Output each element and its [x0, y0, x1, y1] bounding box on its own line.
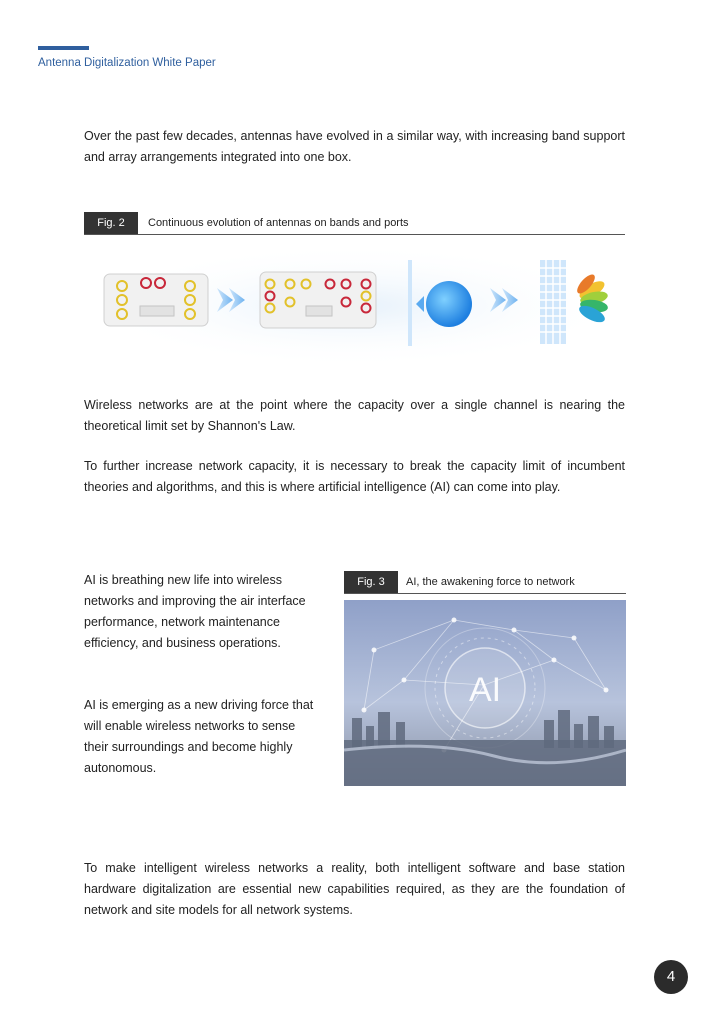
header-accent-bar: [38, 46, 89, 50]
antenna-evolution-graphic: [84, 244, 625, 376]
figure-2-caption-row: [84, 212, 625, 235]
closing-paragraph: To make intelligent wireless networks a reality, both intelligent software and base station hardware digitalization are essential new capabilities required, as they are the foundation of network and site models for all network systems.: [84, 861, 625, 917]
figure-3-caption: AI, the awakening force to network: [406, 576, 575, 588]
figure-3-caption-row: [344, 571, 626, 594]
document-title: Antenna Digitalization White Paper: [38, 57, 216, 69]
figure-3-tag: Fig. 3: [344, 571, 398, 593]
signal-sphere: [426, 281, 472, 327]
figure-2-tag: Fig. 2: [84, 212, 138, 234]
shannon-paragraph: Wireless networks are at the point where the capacity over a single channel is nearing the theoretical limit set by Shannon's Law.: [84, 398, 625, 433]
ai-driving-force-paragraph: AI is emerging as a new driving force that will enable wireless networks to sense their surroundings and become highly autonomous.: [84, 698, 314, 775]
ai-new-life-paragraph: AI is breathing new life into wireless networks and improving the air interface performance, network maintenance efficiency, and business operations.: [84, 573, 306, 650]
figure-2-caption: Continuous evolution of antennas on bands and ports: [148, 217, 409, 229]
ai-emblem-text: AI: [468, 671, 502, 709]
page-number-badge: 4: [654, 960, 688, 994]
figure-2-illustration: [84, 244, 625, 376]
intro-paragraph: Over the past few decades, antennas have evolved in a similar way, with increasing band support and array arrangements integrated into one box.: [84, 129, 625, 164]
antenna-box-2: [260, 272, 376, 328]
figure-3-image: [344, 600, 626, 786]
antenna-box-1: [104, 274, 208, 326]
dot-array-left: [408, 260, 412, 346]
ai-city-graphic: [344, 600, 626, 786]
capacity-paragraph: To further increase network capacity, it is necessary to break the capacity limit of incumbent theories and algorithms, and this is where artificial intelligence (AI) can come into play.: [84, 459, 625, 494]
